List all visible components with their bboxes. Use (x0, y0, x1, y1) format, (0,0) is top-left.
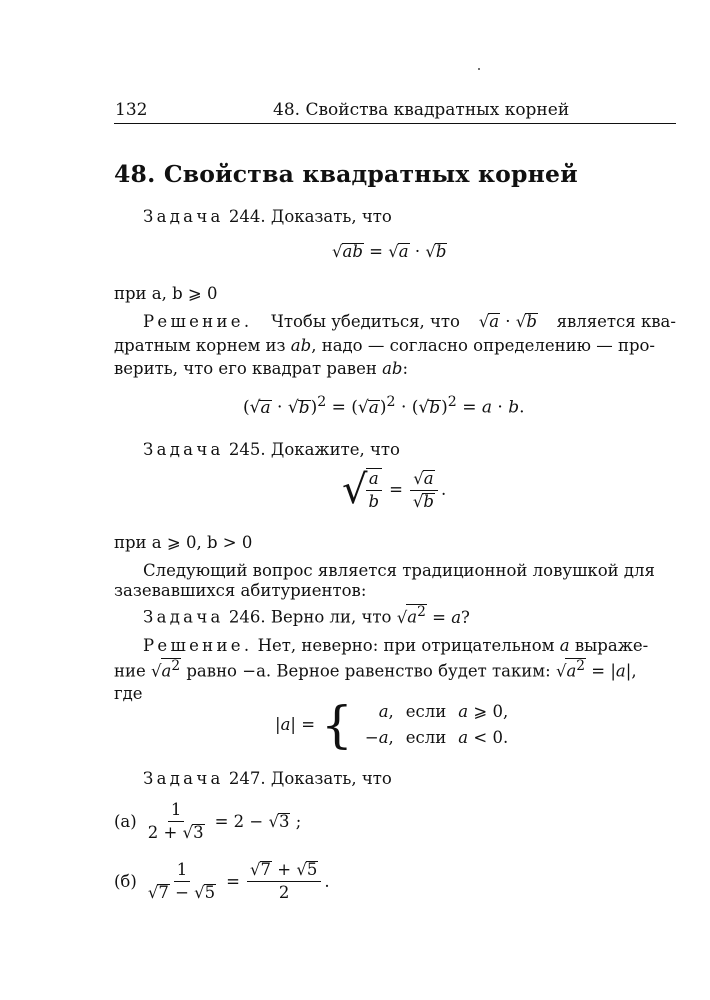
item-label: (а) (114, 811, 137, 831)
problem-text: Доказать, что (270, 769, 392, 788)
problem-247-heading (143, 767, 392, 791)
solution-244-line2 (114, 334, 655, 358)
problem-number: 244. (228, 207, 266, 226)
solution-text: равно −a. Верное равенство будет таким: (186, 661, 551, 681)
scan-speck (478, 68, 480, 70)
solution-244-line1 (143, 310, 676, 334)
if-word: если (405, 728, 447, 747)
problem-label: Задача (143, 769, 224, 788)
solution-text: : (402, 359, 409, 378)
problem-244-heading (143, 205, 392, 229)
if-word: если (405, 702, 447, 721)
solution-246-line2: ние $√a^2$ равно −a. Верное равенство будет таким: $√a^2 = |a|$, (114, 658, 637, 681)
problem-label: Задача (143, 207, 224, 226)
problem-text: Верно ли, что (270, 607, 392, 627)
formula-247b: (б) $\frac{1}{√7 - √5}$ = $\frac{√7 + √5}{2}$ . (114, 860, 330, 902)
formula-247a: (а) $\frac{1}{2 + √3}$ = 2 − √3 ; (114, 800, 302, 842)
solution-text: является ква- (556, 312, 676, 331)
formula-245: √ $\frac{a}{b}$ = $\frac{√a}{√b}$ . (342, 467, 447, 513)
solution-text: верить, что его квадрат равен (114, 359, 377, 378)
cases-table: a, если a ⩾ 0, −a, если a < 0. (359, 699, 514, 751)
inline-math: ab (290, 336, 312, 355)
problem-245-heading (143, 438, 400, 462)
solution-label: Решение. (143, 312, 253, 331)
running-title: 48. Свойства квадратных корней (273, 100, 570, 120)
condition-245: при a ⩾ 0, b > 0 (114, 533, 253, 552)
solution-246-line3: где (114, 684, 143, 703)
solution-text: выраже- (574, 636, 649, 655)
solution-text: , надо — согласно определению — про- (311, 336, 656, 355)
problem-number: 247. (228, 769, 266, 788)
problem-label: Задача (143, 607, 224, 627)
problem-text: Докажите, что (270, 440, 400, 459)
header-rule (114, 123, 676, 124)
problem-number: 246. (228, 607, 266, 627)
item-label: (б) (114, 871, 137, 891)
solution-244-line3 (114, 357, 408, 381)
formula-abs-cases: |a| = { a, если a ⩾ 0, −a, если a < 0. (275, 699, 514, 751)
solution-text: Чтобы убедиться, что (271, 312, 460, 331)
condition-244: при a, b ⩾ 0 (114, 284, 218, 303)
page-number: 132 (115, 100, 148, 120)
problem-text: Доказать, что (270, 207, 392, 226)
problem-246-heading (143, 604, 470, 630)
formula-244-proof: $(√a \cdot √b)^2 = (√a)^2 \cdot (√b)^2 = a \cdot b$. (243, 394, 525, 418)
solution-text: дратным корнем из (114, 336, 286, 355)
inline-formula: √a · √b (478, 312, 537, 331)
problem-label: Задача (143, 440, 224, 459)
solution-label: Решение. (143, 636, 253, 655)
formula-244: √ab = √a · √b (332, 242, 447, 261)
trap-line1: Следующий вопрос является традиционной ловушкой для (143, 561, 655, 580)
section-title: 48. Свойства квадратных корней (114, 160, 578, 188)
solution-text: ние (114, 661, 146, 681)
running-header (115, 100, 675, 122)
inline-formula: $√a^2 = a$? (396, 604, 470, 627)
inline-math: ab (382, 359, 403, 378)
solution-246-line1: Решение. Нет, неверно: при отрицательном a выраже- (143, 636, 649, 655)
problem-number: 245. (228, 440, 266, 459)
trap-line2: зазевавшихся абитуриентов: (114, 581, 367, 600)
solution-text: Нет, неверно: при отрицательном (257, 636, 555, 655)
